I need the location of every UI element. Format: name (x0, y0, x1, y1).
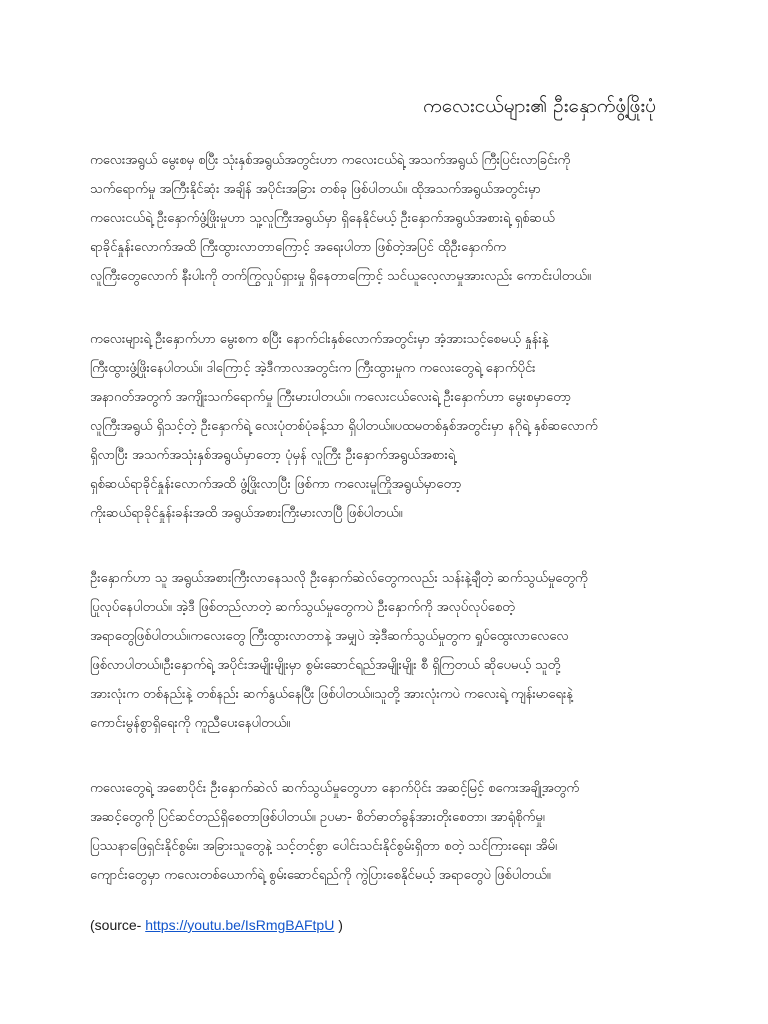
source-link[interactable]: https://youtu.be/IsRmgBAFtpU (145, 917, 335, 933)
source-citation (90, 914, 690, 936)
paragraph-line: လူကြီးအရွယ် ရှိသင့်တဲ့ ဦးနှောက်ရဲ့ လေးပုံတစ်ပုံခန့်သာ ရှိပါတယ်။ပထမတစ်နှစ်အတွင်းမှာ နဂိုရဲ့ နှစ်ဆလောက် (90, 419, 598, 434)
document-title: ကလေးငယ်များ၏ ဦးနှောက်ဖွံ့ဖြိုးပုံ (423, 95, 656, 117)
paragraph-line: ပြဿနာဖြေရှင်းနိုင်စွမ်း၊ အခြားသူတွေနဲ့ သင့်တင့်စွာ ပေါင်းသင်းနိုင်စွမ်းရှိတာ စတဲ့ သင်ကြားရေး၊ အိမ်၊ (90, 839, 558, 854)
paragraph-line: အားလုံးက တစ်နည်းနဲ့ တစ်နည်း ဆက်နွယ်နေပြီး ဖြစ်ပါတယ်။သူတို့ အားလုံးကပဲ ကလေးရဲ့ ကျန်းမာရေးနဲ့ (90, 687, 573, 702)
paragraph-4 (90, 774, 690, 890)
paragraph-2 (90, 325, 690, 528)
paragraph-line: သက်ရောက်မှု အကြီးနိုင်ဆုံး အချိန် အပိုင်းအခြား တစ်ခု ဖြစ်ပါတယ်။ ထိုအသက်အရွယ်အတွင်းမှာ (90, 182, 541, 197)
document-body (90, 146, 690, 936)
paragraph-line: ကျောင်းတွေမှာ ကလေးတစ်ယောက်ရဲ့ စွမ်းဆောင်ရည်ကို ကွဲပြားစေနိုင်မယ့် အရာတွေပဲ ဖြစ်ပါတယ်။ (90, 868, 551, 883)
paragraph-line: ပြုလုပ်နေပါတယ်။ အဲ့ဒီ ဖြစ်တည်လာတဲ့ ဆက်သွယ်မှုတွေကပဲ ဦးနှောက်ကို အလုပ်လုပ်စေတဲ့ (90, 600, 515, 615)
paragraph-line: ဦးနှောက်ဟာ သူ အရွယ်အစားကြီးလာနေသလို ဦးနှောက်ဆဲလ်တွေကလည်း သန်းနဲ့ချီတဲ့ ဆက်သွယ်မှုတွေကို (90, 571, 588, 586)
paragraph-line: ကြီးထွားဖွံ့ဖြိုးနေပါတယ်။ ဒါကြောင့် အဲ့ဒီကာလအတွင်းက ကြီးထွားမှုက ကလေးတွေရဲ့ နောက်ပိုင်း (90, 361, 536, 376)
source-prefix: (source- (90, 917, 146, 933)
paragraph-line: ကလေးငယ်ရဲ့ ဦးနှောက်ဖွံ့ဖြိုးမှုဟာ သူ့လူကြီးအရွယ်မှာ ရှိနေနိုင်မယ့် ဦးနှောက်အရွယ်အစားရဲ့ ရှစ်ဆယ် (90, 211, 555, 226)
paragraph-3 (90, 564, 690, 738)
paragraph-line: ကလေးအရွယ် မွေးစမှ စပြီး သုံးနှစ်အရွယ်အတွင်းဟာ ကလေးငယ်ရဲ့ အသက်အရွယ် ကြီးပြင်းလာခြင်းကို (90, 153, 571, 168)
paragraph-line: ရှိလာပြီး အသက်အသုံးနှစ်အရွယ်မှာတော့ ပုံမှန် လူကြီး ဦးနှောက်အရွယ်အစားရဲ့ (90, 448, 456, 463)
paragraph-1 (90, 146, 690, 291)
paragraph-line: ကလေးများရဲ့ ဦးနှောက်ဟာ မွေးစက စပြီး နောက်ငါးနှစ်လောက်အတွင်းမှာ အံ့အားသင့်စေမယ့် နှုန်းနဲ့ (90, 332, 549, 347)
paragraph-line: အနာဂတ်အတွက် အကျိုးသက်ရောက်မှု ကြီးမားပါတယ်။ ကလေးငယ်လေးရဲ့ ဦးနှောက်ဟာ မွေးစမှာတော့ (90, 390, 572, 405)
paragraph-line: ရာခိုင်နှုန်းလောက်အထိ ကြီးထွားလာတာကြောင့် အရေးပါတာ ဖြစ်တဲ့အပြင် ထိုဦးနှောက်က (90, 240, 506, 255)
paragraph-line: လူကြီးတွေလောက် နီးပါးကို တက်ကြွလှုပ်ရှားမှု ရှိနေတာကြောင့် သင်ယူလေ့လာမှုအားလည်း ကောင်းပါတယ်။ (90, 269, 591, 284)
paragraph-line: ကောင်းမွန်စွာရှိရေးကို ကူညီပေးနေပါတယ်။ (90, 716, 291, 731)
paragraph-line: အဆင့်တွေကို ပြင်ဆင်တည်ရှိစေတာဖြစ်ပါတယ်။ ဥပမာ- စိတ်ဓာတ်ခွန်အားတိုးစေတာ၊ အာရုံစိုက်မှု၊ (90, 810, 545, 825)
paragraph-line: အရာတွေဖြစ်ပါတယ်။ကလေးတွေ ကြီးထွားလာတာနဲ့ အမျှပဲ အဲ့ဒီဆက်သွယ်မှုတွက ရှုပ်ထွေးလာလေလေ (90, 629, 569, 644)
paragraph-line: ဖြစ်လာပါတယ်။ဦးနှောက်ရဲ့ အပိုင်းအမျိုးမျိုးမှာ စွမ်းဆောင်ရည်အမျိုးမျိုး စီ ရှိကြတယ် ဆိုပေမယ့် သူတို့ (90, 658, 561, 673)
paragraph-line: ကိုးဆယ်ရာခိုင်နှုန်းခန်းအထိ အရွယ်အစားကြီးမားလာပြီ ဖြစ်ပါတယ်။ (90, 506, 403, 521)
paragraph-line: ကလေးတွေရဲ့ အစောပိုင်း ဦးနှောက်ဆဲလ် ဆက်သွယ်မှုတွေဟာ နောက်ပိုင်း အဆင့်မြင့် စကေးအချို့အတွက် (90, 781, 580, 796)
paragraph-line: ရှစ်ဆယ်ရာခိုင်နှုန်းလောက်အထိ ဖွံ့ဖြိုးလာပြီး ဖြစ်ကာ ကလေးမူကြိုအရွယ်မှာတော့ (90, 477, 462, 492)
source-suffix: ) (334, 917, 343, 933)
